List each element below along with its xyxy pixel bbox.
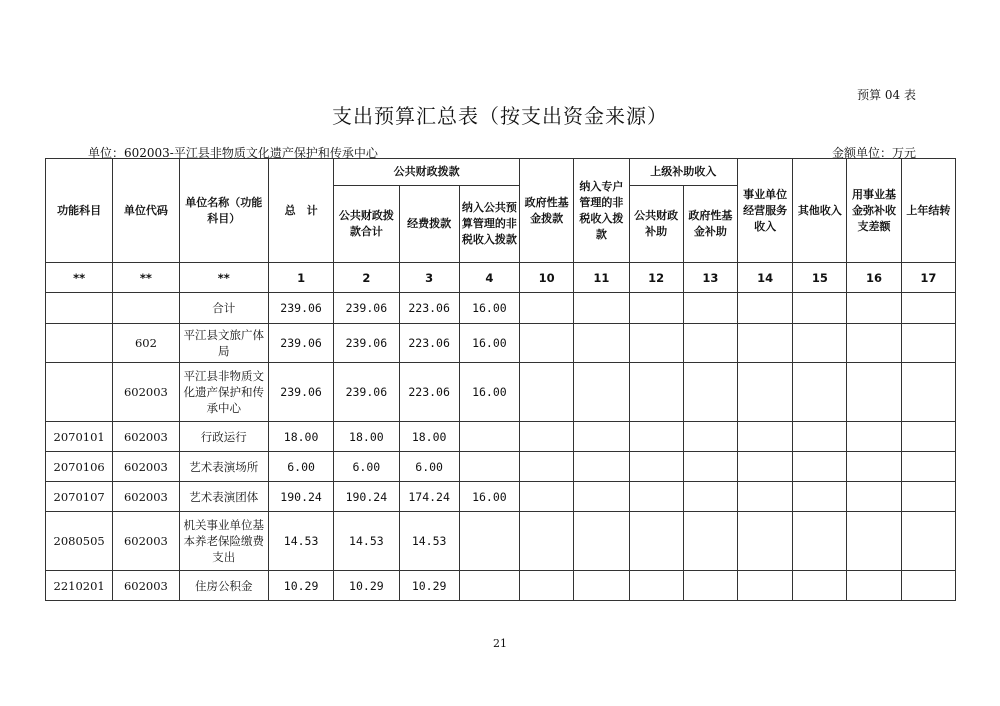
empty-cell bbox=[629, 363, 683, 422]
empty-cell bbox=[847, 512, 901, 571]
empty-cell bbox=[629, 422, 683, 452]
empty-cell bbox=[737, 512, 792, 571]
empty-cell bbox=[520, 452, 574, 482]
table-row bbox=[46, 422, 956, 452]
empty-cell bbox=[901, 324, 955, 363]
empty-cell bbox=[520, 482, 574, 512]
empty-cell bbox=[737, 363, 792, 422]
unit-name-cell: 艺术表演团体 bbox=[179, 482, 268, 512]
empty-cell bbox=[683, 363, 737, 422]
table-row bbox=[46, 512, 956, 571]
empty-cell bbox=[520, 293, 574, 324]
func-code-cell bbox=[46, 293, 113, 324]
pf-funding-cell: 10.29 bbox=[399, 571, 459, 601]
pf-total-cell: 239.06 bbox=[334, 363, 399, 422]
empty-cell bbox=[683, 512, 737, 571]
empty-cell bbox=[574, 482, 629, 512]
header-fund-balance: 用事业基金弥补收支差额 bbox=[847, 159, 901, 263]
header-func-code: 功能科目 bbox=[46, 159, 113, 263]
unit-code-cell: 602003 bbox=[113, 452, 179, 482]
empty-cell bbox=[574, 571, 629, 601]
pf-funding-cell: 223.06 bbox=[399, 293, 459, 324]
empty-cell bbox=[901, 482, 955, 512]
total-cell: 14.53 bbox=[268, 512, 333, 571]
index-cell: 11 bbox=[574, 263, 629, 293]
empty-cell bbox=[793, 571, 847, 601]
empty-cell bbox=[737, 422, 792, 452]
unit-code-cell: 602003 bbox=[113, 512, 179, 571]
table-row bbox=[46, 571, 956, 601]
header-other-income: 其他收入 bbox=[793, 159, 847, 263]
func-code-cell: 2080505 bbox=[46, 512, 113, 571]
index-cell: 1 bbox=[268, 263, 333, 293]
empty-cell bbox=[574, 512, 629, 571]
empty-cell bbox=[737, 452, 792, 482]
unit-name-cell: 机关事业单位基本养老保险缴费支出 bbox=[179, 512, 268, 571]
pf-nontax-cell bbox=[459, 452, 519, 482]
pf-nontax-cell: 16.00 bbox=[459, 324, 519, 363]
unit-name-cell: 平江县文旅广体局 bbox=[179, 324, 268, 363]
total-cell: 239.06 bbox=[268, 293, 333, 324]
pf-funding-cell: 223.06 bbox=[399, 363, 459, 422]
empty-cell bbox=[793, 512, 847, 571]
total-cell: 190.24 bbox=[268, 482, 333, 512]
empty-cell bbox=[574, 452, 629, 482]
empty-cell bbox=[683, 571, 737, 601]
total-cell: 239.06 bbox=[268, 363, 333, 422]
index-cell: 17 bbox=[901, 263, 955, 293]
index-cell: 10 bbox=[520, 263, 574, 293]
empty-cell bbox=[683, 452, 737, 482]
empty-cell bbox=[793, 482, 847, 512]
total-cell: 239.06 bbox=[268, 324, 333, 363]
empty-cell bbox=[629, 571, 683, 601]
empty-cell bbox=[520, 512, 574, 571]
unit-code-cell: 602003 bbox=[113, 363, 179, 422]
table-row bbox=[46, 293, 956, 324]
empty-cell bbox=[574, 293, 629, 324]
pf-total-cell: 239.06 bbox=[334, 324, 399, 363]
total-cell: 10.29 bbox=[268, 571, 333, 601]
table-row bbox=[46, 363, 956, 422]
empty-cell bbox=[901, 363, 955, 422]
empty-cell bbox=[901, 293, 955, 324]
index-cell: 14 bbox=[737, 263, 792, 293]
empty-cell bbox=[793, 293, 847, 324]
empty-cell bbox=[847, 571, 901, 601]
index-cell: 15 bbox=[793, 263, 847, 293]
pf-funding-cell: 223.06 bbox=[399, 324, 459, 363]
empty-cell bbox=[520, 363, 574, 422]
empty-cell bbox=[683, 482, 737, 512]
empty-cell bbox=[847, 293, 901, 324]
index-cell: 2 bbox=[334, 263, 399, 293]
unit-name-cell: 平江县非物质文化遗产保护和传承中心 bbox=[179, 363, 268, 422]
index-cell: 13 bbox=[683, 263, 737, 293]
page-title: 支出预算汇总表（按支出资金来源） bbox=[332, 104, 668, 128]
unit-code-cell: 602003 bbox=[113, 482, 179, 512]
empty-cell bbox=[793, 422, 847, 452]
pf-nontax-cell: 16.00 bbox=[459, 482, 519, 512]
empty-cell bbox=[847, 422, 901, 452]
header-ss-gov: 政府性基金补助 bbox=[683, 186, 737, 263]
header-unit-name: 单位名称（功能科目） bbox=[179, 159, 268, 263]
empty-cell bbox=[574, 324, 629, 363]
table-row bbox=[46, 452, 956, 482]
empty-cell bbox=[629, 293, 683, 324]
index-cell: ** bbox=[179, 263, 268, 293]
index-cell: 16 bbox=[847, 263, 901, 293]
empty-cell bbox=[520, 324, 574, 363]
empty-cell bbox=[901, 571, 955, 601]
empty-cell bbox=[629, 512, 683, 571]
amount-unit-label: 金额单位：万元 bbox=[831, 146, 916, 160]
unit-code-cell: 602003 bbox=[113, 422, 179, 452]
unit-name-cell: 行政运行 bbox=[179, 422, 268, 452]
total-cell: 6.00 bbox=[268, 452, 333, 482]
header-special-nontax: 纳入专户管理的非税收入拨款 bbox=[574, 159, 629, 263]
pf-nontax-cell bbox=[459, 422, 519, 452]
empty-cell bbox=[793, 324, 847, 363]
pf-funding-cell: 174.24 bbox=[399, 482, 459, 512]
table-row bbox=[46, 324, 956, 363]
pf-total-cell: 14.53 bbox=[334, 512, 399, 571]
empty-cell bbox=[683, 293, 737, 324]
header-total: 总 计 bbox=[268, 159, 333, 263]
empty-cell bbox=[901, 512, 955, 571]
empty-cell bbox=[574, 363, 629, 422]
header-last-year: 上年结转 bbox=[901, 159, 955, 263]
func-code-cell: 2070101 bbox=[46, 422, 113, 452]
pf-total-cell: 239.06 bbox=[334, 293, 399, 324]
header-public-finance: 公共财政拨款 bbox=[334, 159, 520, 186]
pf-nontax-cell bbox=[459, 571, 519, 601]
index-cell: ** bbox=[113, 263, 179, 293]
unit-code-cell bbox=[113, 293, 179, 324]
header-pf-total: 公共财政拨款合计 bbox=[334, 186, 399, 263]
empty-cell bbox=[683, 422, 737, 452]
header-pf-funding: 经费拨款 bbox=[399, 186, 459, 263]
pf-total-cell: 10.29 bbox=[334, 571, 399, 601]
pf-total-cell: 18.00 bbox=[334, 422, 399, 452]
empty-cell bbox=[847, 363, 901, 422]
header-business-income: 事业单位经营服务收入 bbox=[737, 159, 792, 263]
budget-table bbox=[45, 158, 956, 601]
empty-cell bbox=[901, 452, 955, 482]
func-code-cell bbox=[46, 363, 113, 422]
pf-nontax-cell bbox=[459, 512, 519, 571]
pf-funding-cell: 18.00 bbox=[399, 422, 459, 452]
pf-total-cell: 6.00 bbox=[334, 452, 399, 482]
table-row bbox=[46, 482, 956, 512]
form-number: 预算 04 表 bbox=[857, 88, 916, 102]
empty-cell bbox=[847, 324, 901, 363]
index-cell: 4 bbox=[459, 263, 519, 293]
empty-cell bbox=[683, 324, 737, 363]
index-row bbox=[46, 263, 956, 293]
header-pf-nontax: 纳入公共预算管理的非税收入拨款 bbox=[459, 186, 519, 263]
empty-cell bbox=[793, 452, 847, 482]
unit-name-cell: 艺术表演场所 bbox=[179, 452, 268, 482]
index-cell: 12 bbox=[629, 263, 683, 293]
func-code-cell: 2070106 bbox=[46, 452, 113, 482]
empty-cell bbox=[520, 422, 574, 452]
index-cell: 3 bbox=[399, 263, 459, 293]
pf-funding-cell: 14.53 bbox=[399, 512, 459, 571]
header-superior-subsidy: 上级补助收入 bbox=[629, 159, 737, 186]
pf-funding-cell: 6.00 bbox=[399, 452, 459, 482]
unit-code-cell: 602003 bbox=[113, 571, 179, 601]
empty-cell bbox=[520, 571, 574, 601]
empty-cell bbox=[629, 324, 683, 363]
empty-cell bbox=[737, 293, 792, 324]
total-cell: 18.00 bbox=[268, 422, 333, 452]
empty-cell bbox=[793, 363, 847, 422]
empty-cell bbox=[574, 422, 629, 452]
func-code-cell: 2070107 bbox=[46, 482, 113, 512]
pf-nontax-cell: 16.00 bbox=[459, 293, 519, 324]
header-gov-fund: 政府性基金拨款 bbox=[520, 159, 574, 263]
func-code-cell bbox=[46, 324, 113, 363]
empty-cell bbox=[629, 452, 683, 482]
header-ss-public: 公共财政补助 bbox=[629, 186, 683, 263]
empty-cell bbox=[847, 482, 901, 512]
func-code-cell: 2210201 bbox=[46, 571, 113, 601]
unit-code-cell: 602 bbox=[113, 324, 179, 363]
empty-cell bbox=[737, 571, 792, 601]
empty-cell bbox=[737, 482, 792, 512]
empty-cell bbox=[629, 482, 683, 512]
header-row-1 bbox=[46, 159, 956, 186]
empty-cell bbox=[847, 452, 901, 482]
unit-name-cell: 住房公积金 bbox=[179, 571, 268, 601]
index-cell: ** bbox=[46, 263, 113, 293]
page-number: 21 bbox=[493, 637, 507, 650]
pf-nontax-cell: 16.00 bbox=[459, 363, 519, 422]
unit-label: 单位：602003-平江县非物质文化遗产保护和传承中心 bbox=[88, 146, 378, 160]
unit-name-cell: 合计 bbox=[179, 293, 268, 324]
empty-cell bbox=[737, 324, 792, 363]
pf-total-cell: 190.24 bbox=[334, 482, 399, 512]
empty-cell bbox=[901, 422, 955, 452]
header-unit-code: 单位代码 bbox=[113, 159, 179, 263]
